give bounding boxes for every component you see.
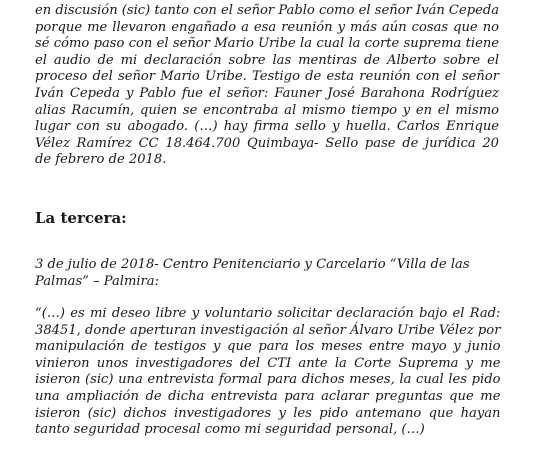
text-line: tanto seguridad procesal como mi seguridad personal, (…) bbox=[35, 422, 425, 438]
text-line: isieron (sic) dichos investigadores y les pido antemano que hayan bbox=[35, 405, 501, 421]
text-line: porque me llevaron engañado a esa reunión y más aún cosas que no bbox=[35, 19, 500, 35]
paragraph-quoted-statement bbox=[35, 306, 500, 439]
text-line: sé cómo paso con el señor Mario Uribe la cual la corte suprema tiene bbox=[35, 36, 500, 52]
paragraph-date-location bbox=[35, 257, 470, 290]
section-heading: La tercera: bbox=[35, 209, 127, 227]
text-line: isieron (sic) una entrevista formal para dichos meses, la cual les pido bbox=[35, 372, 501, 388]
text-line: Palmas” – Palmira: bbox=[35, 273, 160, 289]
text-line: 38451, donde aperturan investigación al señor Álvaro Uribe Vélez por bbox=[35, 322, 501, 338]
text-line: 3 de julio de 2018- Centro Penitenciario y Carcelario “Villa de las bbox=[35, 257, 470, 272]
text-line: Iván Cepeda y Pablo fue el señor: Fauner José Barahona Rodríguez bbox=[35, 85, 500, 101]
text-line: en discusión (sic) tanto con el señor Pablo como el señor Iván Cepeda bbox=[35, 3, 500, 18]
text-line: manipulación de testigos y que para los meses entre mayo y junio bbox=[35, 339, 501, 355]
text-line: vinieron unos investigadores del CTI ante la Corte Suprema y me bbox=[35, 355, 501, 371]
text-line: Vélez Ramírez CC 18.464.700 Quimbaya- Sello pase de jurídica 20 bbox=[35, 135, 500, 151]
text-line: una ampliación de dicha entrevista para aclarar preguntas que me bbox=[35, 388, 501, 404]
text-line: de febrero de 2018. bbox=[35, 152, 167, 168]
text-line: lugar con su abogado. (…) hay firma sello y huella. Carlos Enrique bbox=[35, 119, 500, 135]
text-line: alias Racumín, quien se encontraba al mismo tiempo y en el mismo bbox=[35, 102, 500, 118]
text-line: proceso del señor Mario Uribe. Testigo de esta reunión con el señor bbox=[35, 69, 500, 85]
text-line: “(…) es mi deseo libre y voluntario solicitar declaración bajo el Rad: bbox=[35, 306, 501, 321]
paragraph-testimony-continuation bbox=[35, 3, 499, 169]
text-line: el audio de mi declaración sobre las mentiras de Alberto sobre el bbox=[35, 52, 500, 68]
